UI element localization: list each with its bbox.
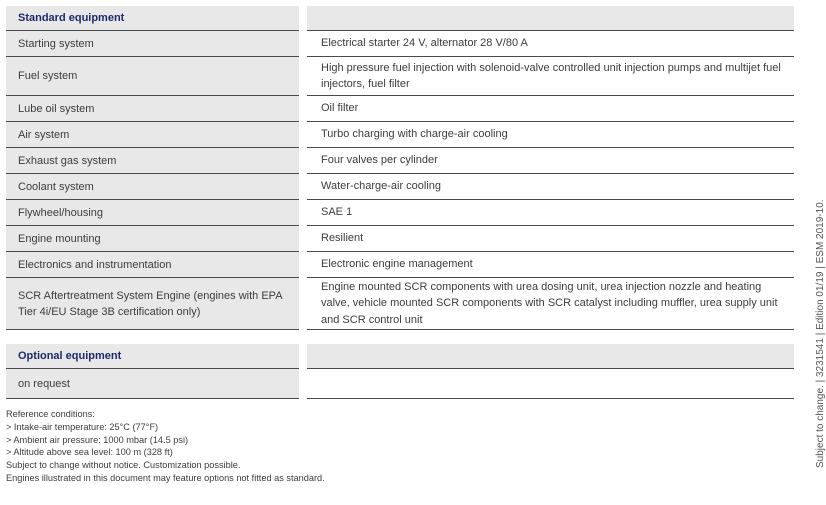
standard-equipment-table <box>6 6 794 330</box>
row-label: Starting system <box>6 31 299 57</box>
row-label: Fuel system <box>6 57 299 96</box>
row-label: SCR Aftertreatment System Engine (engines with EPA Tier 4i/EU Stage 3B certification only) <box>6 278 299 330</box>
row-label: Lube oil system <box>6 96 299 122</box>
table-row <box>6 252 794 278</box>
optional-equipment-header-blank <box>307 344 794 369</box>
row-label: Air system <box>6 122 299 148</box>
row-value: Water-charge-air cooling <box>307 174 794 200</box>
row-value: Resilient <box>307 226 794 252</box>
standard-equipment-header-row <box>6 6 794 31</box>
note-line: Subject to change without notice. Customization possible. <box>6 460 241 471</box>
reference-notes <box>6 408 325 485</box>
table-row <box>6 278 794 330</box>
row-value: Engine mounted SCR components with urea dosing unit, urea injection nozzle and heating valve, vehicle mounted SCR components with SCR catalyst including muffler, urea supply unit and SCR control unit <box>307 278 794 330</box>
table-row <box>6 57 794 96</box>
note-line: > Ambient air pressure: 1000 mbar (14.5 psi) <box>6 434 189 445</box>
row-label: Engine mounting <box>6 226 299 252</box>
row-label: Exhaust gas system <box>6 148 299 174</box>
table-row <box>6 96 794 122</box>
edition-side-text: Subject to change. | 3231541 | Edition 01/19 | ESM 2019-10. <box>815 199 826 468</box>
optional-equipment-header: Optional equipment <box>6 344 299 369</box>
row-value: Electronic engine management <box>307 252 794 278</box>
table-row <box>6 122 794 148</box>
note-line: Reference conditions: <box>6 409 95 419</box>
optional-equipment-table <box>6 344 794 399</box>
table-row <box>6 226 794 252</box>
row-label: on request <box>6 369 299 399</box>
row-value: Turbo charging with charge-air cooling <box>307 122 794 148</box>
row-value: SAE 1 <box>307 200 794 226</box>
standard-equipment-header: Standard equipment <box>6 6 299 31</box>
row-value: Oil filter <box>307 96 794 122</box>
table-row <box>6 369 794 399</box>
row-label: Coolant system <box>6 174 299 200</box>
row-value: Electrical starter 24 V, alternator 28 V/80 A <box>307 31 794 57</box>
standard-equipment-header-blank <box>307 6 794 31</box>
table-row <box>6 31 794 57</box>
row-value: Four valves per cylinder <box>307 148 794 174</box>
note-line: > Altitude above sea level: 100 m (328 ft) <box>6 447 173 458</box>
row-value <box>307 369 794 399</box>
row-label: Electronics and instrumentation <box>6 252 299 278</box>
note-line: Engines illustrated in this document may feature options not fitted as standard. <box>6 472 325 483</box>
table-row <box>6 148 794 174</box>
note-line: > Intake-air temperature: 25°C (77°F) <box>6 421 159 432</box>
table-row <box>6 174 794 200</box>
table-row <box>6 200 794 226</box>
row-label: Flywheel/housing <box>6 200 299 226</box>
row-value: High pressure fuel injection with solenoid-valve controlled unit injection pumps and multijet fuel injectors, fuel filter <box>307 57 794 96</box>
optional-equipment-header-row <box>6 344 794 369</box>
